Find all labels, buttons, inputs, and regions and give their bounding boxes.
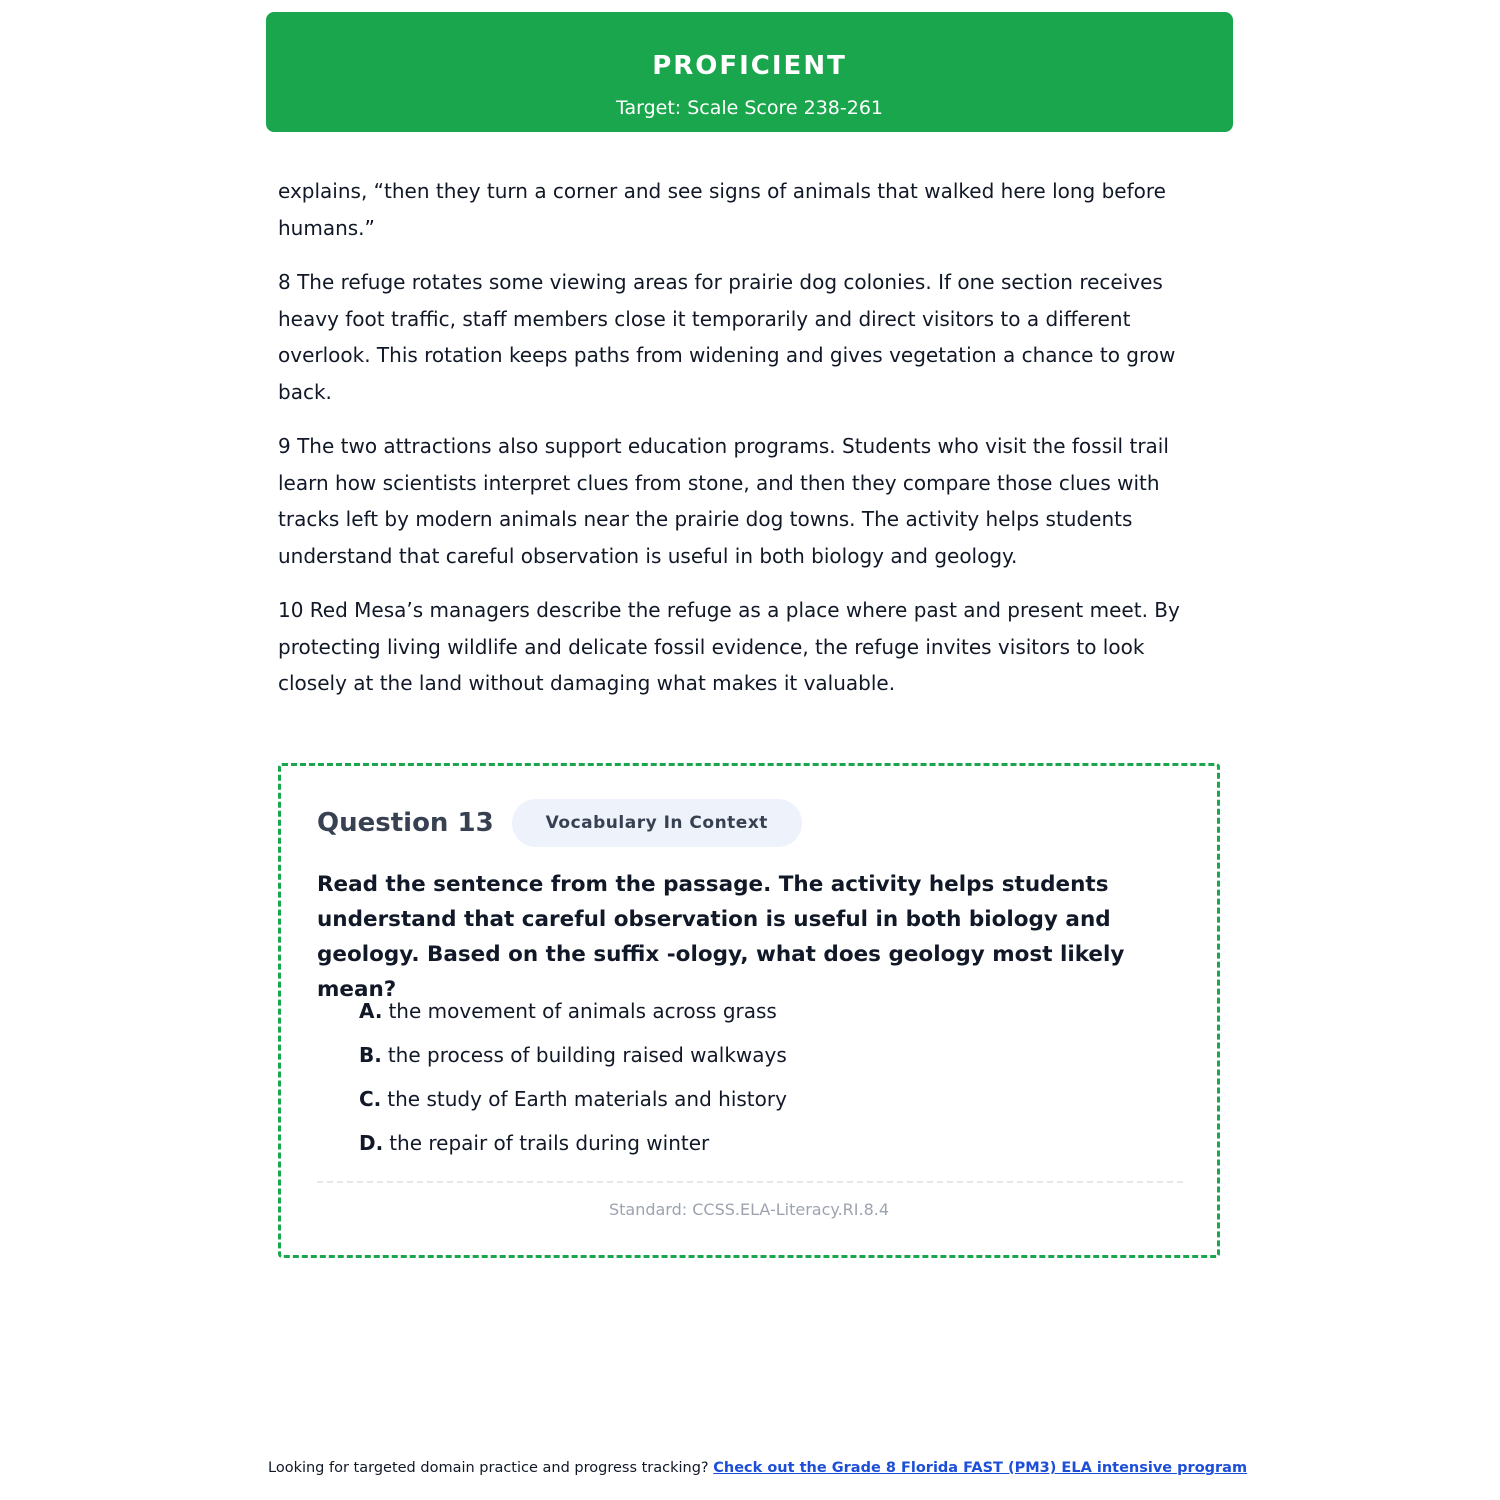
answer-option-c[interactable] xyxy=(359,1077,787,1121)
option-text: the movement of animals across grass xyxy=(388,999,777,1023)
standard-label: Standard: CCSS.ELA-Literacy.RI.8.4 xyxy=(608,1200,890,1219)
question-prompt: Read the sentence from the passage. The activity helps students understand that careful observation is useful in both biology and geology. Based on the suffix -ology, what does geology most likely mean? xyxy=(317,872,1125,1002)
option-text: the study of Earth materials and history xyxy=(387,1087,787,1111)
answer-option-d[interactable] xyxy=(359,1121,787,1165)
divider xyxy=(317,1181,1183,1183)
question-card xyxy=(278,763,1220,1258)
passage-paragraph: 9 The two attractions also support education programs. Students who visit the fossil trail learn how scientists interpret clues from stone, and then they compare those clues with tracks left by modern animals near the prairie dog towns. The activity helps students understand that careful observation is useful in both biology and geology. xyxy=(278,434,1169,568)
proficiency-level: PROFICIENT xyxy=(652,51,847,81)
footer-text: Looking for targeted domain practice and progress tracking? xyxy=(268,1460,709,1476)
passage-paragraph: 8 The refuge rotates some viewing areas for prairie dog colonies. If one section receives heavy foot traffic, staff members close it temporarily and direct visitors to a different overlook. This rotation keeps paths from widening and gives vegetation a chance to grow back. xyxy=(278,270,1176,404)
target-score: Target: Scale Score 238-261 xyxy=(615,97,884,119)
passage-paragraph: explains, “then they turn a corner and see signs of animals that walked here long before humans.” xyxy=(278,179,1166,240)
answer-option-b[interactable] xyxy=(359,1033,787,1077)
answer-options xyxy=(359,989,787,1165)
passage xyxy=(278,173,1213,720)
option-letter: A. xyxy=(359,999,383,1023)
proficiency-banner xyxy=(266,12,1233,132)
answer-option-a[interactable] xyxy=(359,989,787,1033)
footer-promo xyxy=(268,1456,1248,1480)
passage-paragraph: 10 Red Mesa’s managers describe the refuge as a place where past and present meet. By protecting living wildlife and delicate fossil evidence, the refuge invites visitors to look closely at the land without damaging what makes it valuable. xyxy=(278,598,1180,695)
question-number: Question 13 xyxy=(317,808,494,838)
question-category-badge: Vocabulary In Context xyxy=(512,799,802,847)
option-letter: C. xyxy=(359,1087,382,1111)
option-letter: B. xyxy=(359,1043,382,1067)
option-letter: D. xyxy=(359,1131,384,1155)
option-text: the process of building raised walkways xyxy=(387,1043,787,1067)
program-link[interactable]: Check out the Grade 8 Florida FAST (PM3) ELA intensive program xyxy=(713,1460,1248,1476)
option-text: the repair of trails during winter xyxy=(389,1131,710,1155)
question-header xyxy=(317,798,802,848)
